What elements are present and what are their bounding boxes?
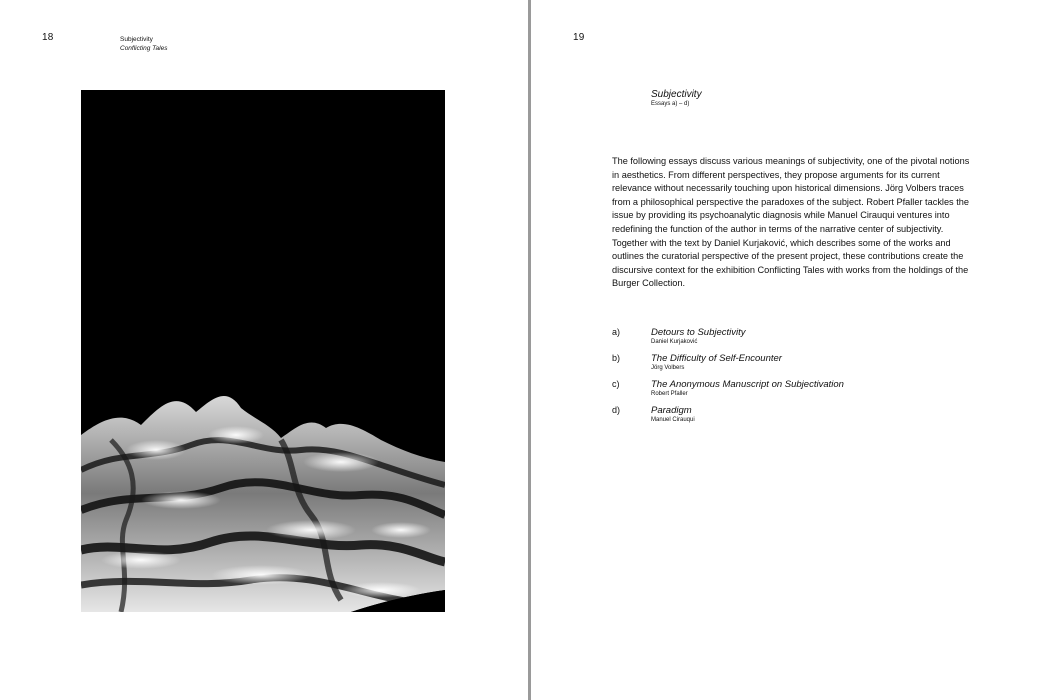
essay-author: Robert Pfaller xyxy=(651,391,688,397)
intro-paragraph: The following essays discuss various meanings of subjectivity, one of the pivotal notions in aesthetics. From different perspectives, they propose arguments for its current relevance without necessarily touching upon historical dimensions. Jörg Volbers traces from a philosophical perspective the paradoxes of the subject. Robert Pfaller tackles the issue by providing its psychoanalytic diagnosis while Manuel Cirauqui ventures into redefining the function of the author in terms of the narrative center of subjectivity. Together with the text by Daniel Kurjaković, which describes some of the works and outlines the curatorial perspective of the present project, these contributions create the discursive context for the exhibition Conflicting Tales with works from the holdings of the Burger Collection. xyxy=(612,156,970,289)
list-item xyxy=(612,327,972,353)
list-item xyxy=(612,353,972,379)
list-item xyxy=(612,405,972,431)
running-head-subtitle: Conflicting Tales xyxy=(120,45,168,52)
page-number-left: 18 xyxy=(42,32,54,43)
page-number-right: 19 xyxy=(573,32,585,43)
running-head xyxy=(120,35,167,53)
essay-letter: b) xyxy=(612,353,621,363)
essay-author: Manuel Cirauqui xyxy=(651,417,695,423)
essay-list xyxy=(612,327,972,431)
running-head-title: Subjectivity xyxy=(120,36,153,43)
fabric-photograph xyxy=(81,90,445,612)
section-title: Subjectivity xyxy=(651,89,702,100)
section-subtitle: Essays a) – d) xyxy=(651,101,690,107)
essay-letter: d) xyxy=(612,405,621,415)
list-item xyxy=(612,379,972,405)
essay-author: Daniel Kurjaković xyxy=(651,339,698,345)
right-page xyxy=(531,0,1059,700)
essay-title: The Anonymous Manuscript on Subjectivation xyxy=(651,379,844,390)
essay-author: Jörg Volbers xyxy=(651,365,685,371)
essay-letter: c) xyxy=(612,379,620,389)
essay-title: Paradigm xyxy=(651,405,692,416)
essay-title: The Difficulty of Self-Encounter xyxy=(651,353,782,364)
left-page xyxy=(0,0,528,700)
essay-title: Detours to Subjectivity xyxy=(651,327,746,338)
essay-letter: a) xyxy=(612,327,621,337)
